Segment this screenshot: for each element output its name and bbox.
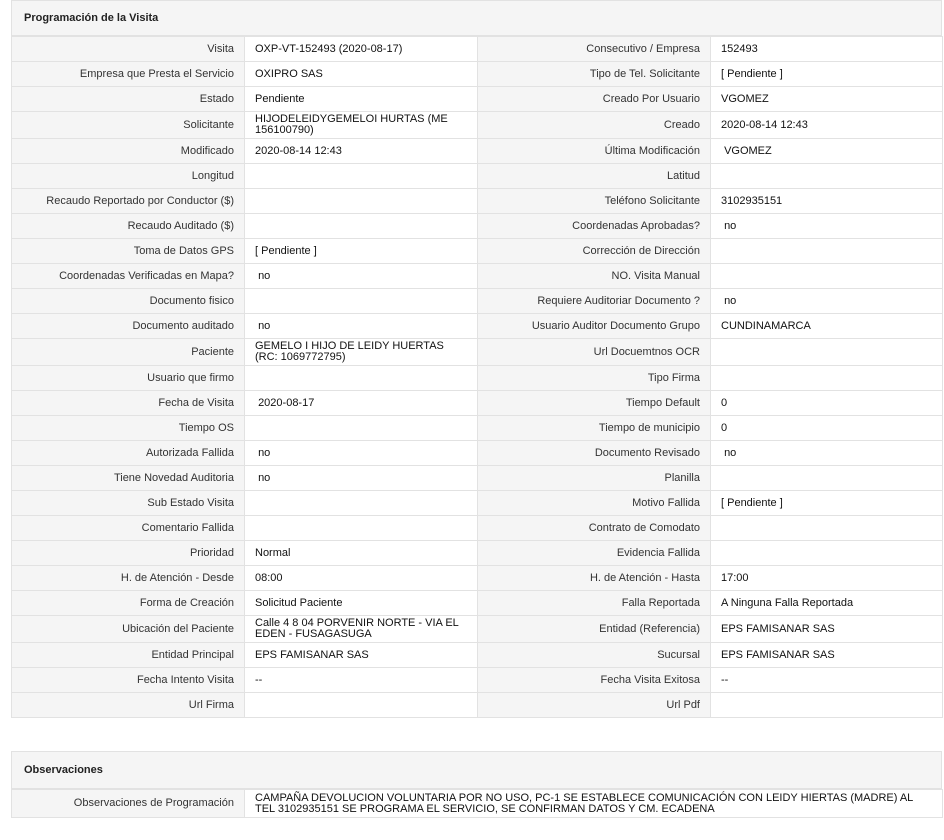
field-value [245,366,478,391]
field-label: Recaudo Auditado ($) [12,214,245,239]
field-label: Evidencia Fallida [478,541,711,566]
field-value [245,693,478,718]
field-label: Corrección de Dirección [478,239,711,264]
field-label: Url Pdf [478,693,711,718]
programacion-panel [11,0,942,718]
field-label: Creado Por Usuario [478,87,711,112]
field-label: Solicitante [12,112,245,139]
field-value: no [245,466,478,491]
field-label: Documento auditado [12,314,245,339]
field-label: Empresa que Presta el Servicio [12,62,245,87]
field-label: Falla Reportada [478,591,711,616]
observaciones-value: CAMPAÑA DEVOLUCION VOLUNTARIA POR NO USO, PC-1 SE ESTABLECE COMUNICACIÓN CON LEIDY HIERTAS (MADRE) AL TEL 3102935151 SE PROGRAMA EL SERVICIO, SE CONFIRMAN DATOS Y CM. ECADENA [245,790,943,818]
table-row [12,790,943,818]
table-row [12,37,943,62]
field-label: Usuario que firmo [12,366,245,391]
field-value [711,541,943,566]
table-row [12,466,943,491]
field-value: no [245,441,478,466]
table-row [12,616,943,643]
field-label: Fecha de Visita [12,391,245,416]
field-label: Ubicación del Paciente [12,616,245,643]
field-label: Documento fisico [12,289,245,314]
observaciones-title: Observaciones [11,751,942,789]
field-value [245,164,478,189]
field-label: Autorizada Fallida [12,441,245,466]
field-label: Tiempo de municipio [478,416,711,441]
table-row [12,139,943,164]
field-label: Forma de Creación [12,591,245,616]
field-label: Estado [12,87,245,112]
field-label: Coordenadas Aprobadas? [478,214,711,239]
table-row [12,264,943,289]
table-row [12,62,943,87]
field-label: Coordenadas Verificadas en Mapa? [12,264,245,289]
field-value [711,693,943,718]
field-label: Entidad (Referencia) [478,616,711,643]
field-label: Planilla [478,466,711,491]
observaciones-table [11,789,943,818]
table-row [12,491,943,516]
table-row [12,289,943,314]
table-row [12,314,943,339]
field-value [711,264,943,289]
field-value [245,214,478,239]
field-label: Paciente [12,339,245,366]
field-value: no [245,314,478,339]
field-value [245,289,478,314]
field-label: Url Firma [12,693,245,718]
table-row [12,366,943,391]
field-value: [ Pendiente ] [711,491,943,516]
table-row [12,239,943,264]
field-value: Pendiente [245,87,478,112]
field-value [245,491,478,516]
field-value: 2020-08-14 12:43 [711,112,943,139]
field-label: Última Modificación [478,139,711,164]
field-value: 0 [711,416,943,441]
field-value: 3102935151 [711,189,943,214]
field-label: Tiene Novedad Auditoria [12,466,245,491]
field-label: Recaudo Reportado por Conductor ($) [12,189,245,214]
field-value: EPS FAMISANAR SAS [711,643,943,668]
field-value: 17:00 [711,566,943,591]
field-value: VGOMEZ [711,87,943,112]
field-value: 0 [711,391,943,416]
field-value [711,466,943,491]
field-value: no [711,289,943,314]
table-row [12,391,943,416]
table-row [12,416,943,441]
field-label: Fecha Intento Visita [12,668,245,693]
field-label: Entidad Principal [12,643,245,668]
field-value: HIJODELEIDYGEMELOI HURTAS (ME 156100790) [245,112,478,139]
field-value: no [245,264,478,289]
field-value [711,366,943,391]
field-label: Tipo Firma [478,366,711,391]
field-label: Requiere Auditoriar Documento ? [478,289,711,314]
table-row [12,189,943,214]
table-row [12,668,943,693]
field-label: NO. Visita Manual [478,264,711,289]
field-label: Fecha Visita Exitosa [478,668,711,693]
field-label: Tiempo Default [478,391,711,416]
programacion-title: Programación de la Visita [11,0,942,36]
table-row [12,693,943,718]
field-value: [ Pendiente ] [245,239,478,264]
field-value: 152493 [711,37,943,62]
table-row [12,87,943,112]
field-label: Consecutivo / Empresa [478,37,711,62]
field-value [711,339,943,366]
field-label: Longitud [12,164,245,189]
field-value [245,189,478,214]
field-value: OXIPRO SAS [245,62,478,87]
field-label: Latitud [478,164,711,189]
field-label: Visita [12,37,245,62]
field-value: no [711,214,943,239]
field-label: Modificado [12,139,245,164]
field-value: EPS FAMISANAR SAS [245,643,478,668]
field-value: 2020-08-17 [245,391,478,416]
table-row [12,214,943,239]
table-row [12,541,943,566]
field-label: Prioridad [12,541,245,566]
field-label: Sucursal [478,643,711,668]
field-value: Solicitud Paciente [245,591,478,616]
field-label: Tiempo OS [12,416,245,441]
field-value: OXP-VT-152493 (2020-08-17) [245,37,478,62]
field-label: Documento Revisado [478,441,711,466]
table-row [12,591,943,616]
field-label: Toma de Datos GPS [12,239,245,264]
field-value: -- [711,668,943,693]
field-label: Teléfono Solicitante [478,189,711,214]
table-row [12,566,943,591]
field-label: Motivo Fallida [478,491,711,516]
field-value: Normal [245,541,478,566]
observaciones-panel [11,751,942,818]
field-value: 08:00 [245,566,478,591]
field-label: Creado [478,112,711,139]
field-value [245,416,478,441]
field-label: Url Docuemtnos OCR [478,339,711,366]
field-label: Sub Estado Visita [12,491,245,516]
field-value: -- [245,668,478,693]
field-value: Calle 4 8 04 PORVENIR NORTE - VIA EL EDEN - FUSAGASUGA [245,616,478,643]
field-value: A Ninguna Falla Reportada [711,591,943,616]
field-label: H. de Atención - Hasta [478,566,711,591]
observaciones-label: Observaciones de Programación [12,790,245,818]
field-label: H. de Atención - Desde [12,566,245,591]
field-value: [ Pendiente ] [711,62,943,87]
field-label: Usuario Auditor Documento Grupo [478,314,711,339]
field-value: CUNDINAMARCA [711,314,943,339]
field-label: Contrato de Comodato [478,516,711,541]
field-value [711,239,943,264]
field-label: Tipo de Tel. Solicitante [478,62,711,87]
table-row [12,164,943,189]
table-row [12,643,943,668]
table-row [12,516,943,541]
field-value: 2020-08-14 12:43 [245,139,478,164]
programacion-table [11,36,943,718]
field-value: VGOMEZ [711,139,943,164]
field-value: EPS FAMISANAR SAS [711,616,943,643]
field-value [711,164,943,189]
field-value [711,516,943,541]
field-value: GEMELO I HIJO DE LEIDY HUERTAS (RC: 1069772795) [245,339,478,366]
field-value [245,516,478,541]
table-row [12,441,943,466]
table-row [12,339,943,366]
field-label: Comentario Fallida [12,516,245,541]
field-value: no [711,441,943,466]
table-row [12,112,943,139]
